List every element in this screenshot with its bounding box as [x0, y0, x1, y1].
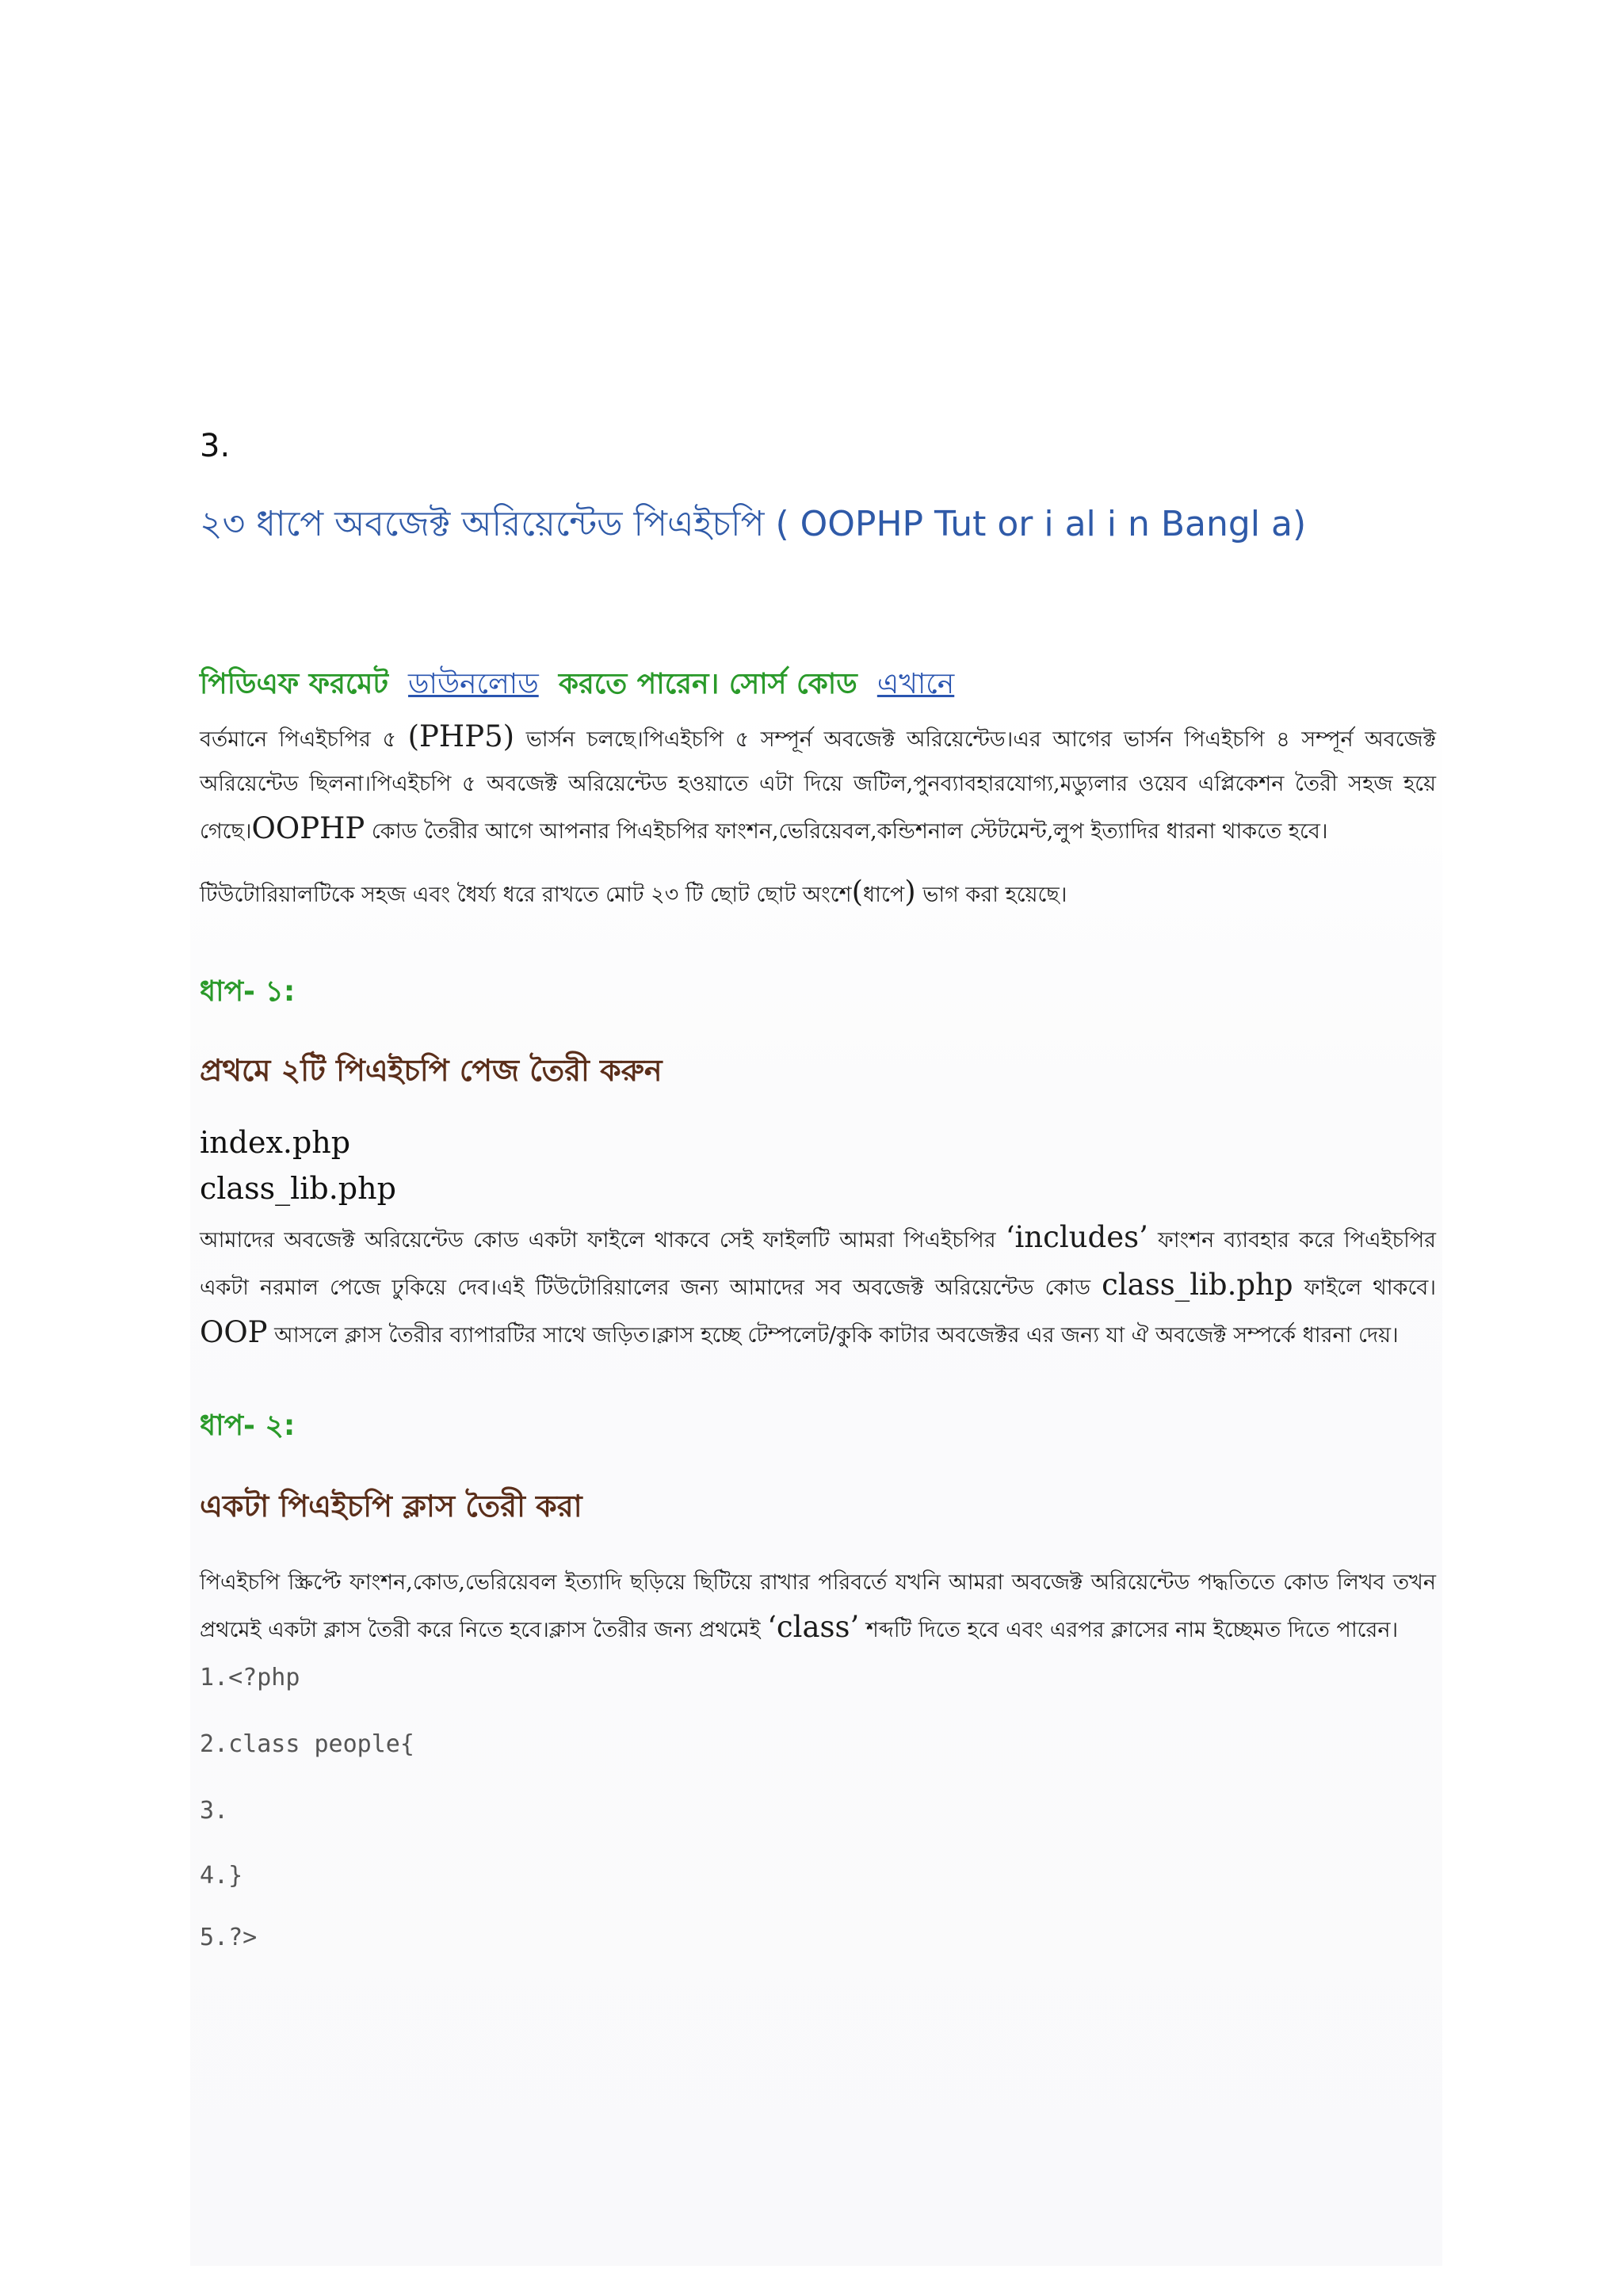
intro-text-c: কোড তৈরীর আগে আপনার পিএইচপির ফাংশন,ভেরিয়েবল,কন্ডিশনাল স্টেটমেন্ট,লুপ ইত্যাদির ধারনা থাকতে হবে। — [365, 819, 1328, 844]
step-2-class: ‘class’ — [767, 1610, 860, 1644]
intro-p2-b: ধাপে — [863, 883, 905, 907]
step-2-text-a: পিএইচপি স্ক্রিপ্টে ফাংশন,কোড,ভেরিয়েবল ইত্যাদি ছড়িয়ে ছিটিয়ে রাখার পরিবর্তে যখনি আমরা অবজেক্ট অরিয়েন্টেড পদ্ধতিতে কোড লিখব তখন প্রথমেই একটা ক্লাস তৈরী করে নিতে হবে।ক্লাস তৈরীর জন্য প্রথমেই — [200, 1570, 1436, 1642]
step-1-label: ধাপ- ১: — [200, 975, 296, 1008]
download-middle: করতে পারেন। সোর্স কোড — [558, 668, 857, 700]
step-2-paragraph — [200, 1561, 1436, 1653]
step-1-includes: ‘includes’ — [1005, 1220, 1148, 1254]
step-1-class-lib: class_lib.php — [1102, 1268, 1293, 1302]
intro-paragraph-1 — [200, 715, 1436, 854]
step-1-heading: প্রথমে ২টি পিএইচপি পেজ তৈরী করুন — [200, 1053, 663, 1088]
intro-paragraph-2 — [200, 870, 1436, 917]
file-name-index: index.php — [200, 1125, 351, 1160]
intro-p2-close: ) — [904, 875, 916, 909]
step-2-label: ধাপ- ২: — [200, 1409, 296, 1442]
page-background — [190, 697, 1442, 2266]
step-1-text-a: আমাদের অবজেক্ট অরিয়েন্টেড কোড একটা ফাইলে থাকবে সেই ফাইলটি আমরা পিএইচপির — [200, 1228, 1006, 1253]
intro-p2-a: টিউটোরিয়ালটিকে সহজ এবং ধৈর্য্য ধরে রাখতে মোট ২৩ টি ছোট ছোট অংশে — [200, 883, 852, 907]
file-name-class-lib: class_lib.php — [200, 1171, 396, 1206]
intro-text-a: বর্তমানে পিএইচপির ৫ — [200, 727, 408, 752]
step-1-paragraph — [200, 1215, 1436, 1358]
step-1-text-b: ফাংশন ব্যাবহার করে পিএইচপির একটা নরমাল পেজে ঢুকিয়ে দেব।এই টিউটোরিয়ালের জন্য আমাদের সব অবজেক্ট অরিয়েন্টেড কোড — [200, 1228, 1437, 1300]
intro-oophp: OOPHP — [251, 811, 365, 845]
step-1-oop: OOP — [200, 1315, 268, 1349]
document-title: ২৩ ধাপে অবজেক্ট অরিয়েন্টেড পিএইচপি ( OOPHP Tut or i al i n Bangl a) — [200, 504, 1307, 544]
intro-p2-c: ভাগ করা হয়েছে। — [915, 883, 1067, 907]
download-line — [200, 662, 954, 710]
code-line: 5.?> — [200, 1924, 258, 1951]
source-code-link[interactable]: এখানে — [876, 668, 955, 700]
download-link[interactable]: ডাউনলোড — [408, 668, 539, 700]
code-line: 2.class people{ — [200, 1730, 414, 1758]
page-number: 3. — [200, 428, 231, 464]
code-line: 4.} — [200, 1862, 243, 1890]
intro-p2-open: ( — [851, 875, 864, 909]
step-1-text-c: ফাইলে থাকবে। — [1293, 1276, 1436, 1300]
download-prefix: পিডিএফ ফরমেট — [200, 668, 388, 700]
intro-text-b: ভার্সন চলছে।পিএইচপি ৫ সম্পূর্ন অবজেক্ট অরিয়েন্টেড।এর আগের ভার্সন পিএইচপি ৪ সম্পূর্ন অবজেক্ট অরিয়েন্টেড ছিলনা।পিএইচপি ৫ অবজেক্ট অরিয়েন্টেড হওয়াতে এটা দিয়ে জটিল,পুনব্যাবহারযোগ্য,মড্যুলার ওয়েব এপ্লিকেশন তৈরী সহজ হয়ে গেছে। — [200, 727, 1437, 844]
step-1-text-d: আসলে ক্লাস তৈরীর ব্যাপারটির সাথে জড়িত।ক্লাস হচ্ছে টেম্পলেট/কুকি কাটার অবজেক্টর এর জন্য যা ঐ অবজেক্ট সম্পর্কে ধারনা দেয়। — [267, 1323, 1399, 1348]
step-2-text-b: শব্দটি দিতে হবে এবং এরপর ক্লাসের নাম ইচ্ছেমত দিতে পারেন। — [859, 1618, 1399, 1642]
intro-php5: (PHP5) — [407, 719, 515, 753]
code-line: 3. — [200, 1797, 229, 1825]
code-line: 1.<?php — [200, 1664, 300, 1691]
step-2-heading: একটা পিএইচপি ক্লাস তৈরী করা — [200, 1489, 582, 1524]
